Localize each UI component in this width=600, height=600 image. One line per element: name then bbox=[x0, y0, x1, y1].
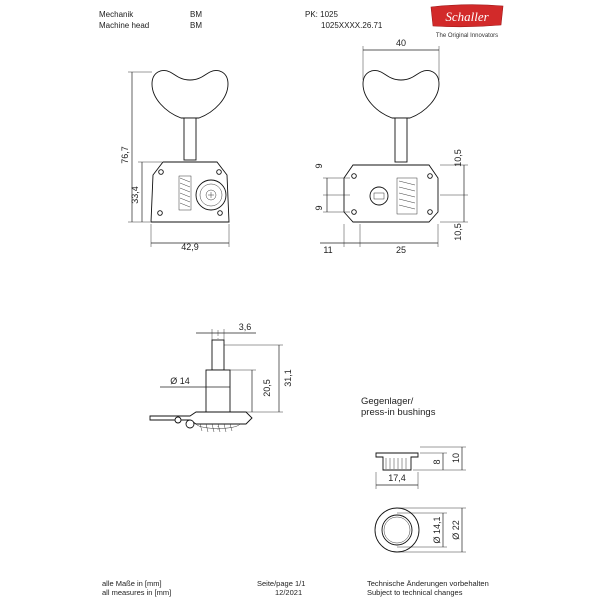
logo-tagline: The Original Innovators bbox=[435, 33, 499, 39]
front-view bbox=[120, 71, 229, 253]
housing-plate-rear bbox=[344, 165, 438, 222]
footer-date: 12/2021 bbox=[275, 588, 303, 597]
dim-rear-left-bottom: 9 bbox=[314, 205, 324, 211]
dim-front-width: 42,9 bbox=[181, 242, 199, 252]
label-machine-head: Machine head bbox=[99, 21, 150, 30]
footer-changes-en: Subject to technical changes bbox=[367, 588, 463, 597]
dim-rear-left-top: 9 bbox=[314, 163, 324, 169]
dim-front-height-plate: 33,4 bbox=[130, 186, 140, 204]
footer-page: Seite/page 1/1 bbox=[257, 579, 306, 588]
dim-post-width: 3,6 bbox=[238, 322, 252, 332]
screw-hole bbox=[217, 170, 222, 175]
dim-post-diameter: Ø 14 bbox=[170, 376, 190, 386]
screw-hole bbox=[428, 174, 433, 179]
screw-hole bbox=[159, 170, 164, 175]
dim-rear-right-bottom: 10,5 bbox=[453, 223, 463, 241]
bushings-title-de: Gegenlager/ bbox=[361, 396, 414, 407]
dim-rear-width: 40 bbox=[395, 38, 407, 48]
bushing-inner bbox=[382, 515, 412, 545]
tuner-key-rear bbox=[363, 71, 439, 119]
tuner-shaft-front bbox=[184, 118, 196, 160]
model-code-2: BM bbox=[190, 21, 202, 30]
footer-measures-de: alle Maße in [mm] bbox=[102, 579, 162, 588]
dim-bushing-d2: Ø 22 bbox=[451, 520, 461, 540]
dim-rear-h-left: 11 bbox=[323, 245, 333, 255]
article-number: 1025XXXX.26.71 bbox=[321, 21, 383, 30]
screw-hole bbox=[218, 211, 223, 216]
footer-changes-de: Technische Änderungen vorbehalten bbox=[367, 579, 489, 588]
string-post bbox=[212, 340, 224, 370]
dim-bushing-h2: 10 bbox=[451, 452, 461, 464]
screw-hole bbox=[428, 210, 433, 215]
dim-bushing-h1: 8 bbox=[432, 459, 442, 465]
post-bushing bbox=[206, 370, 230, 412]
logo-brand: Schaller bbox=[445, 9, 489, 24]
footer-measures-en: all measures in [mm] bbox=[102, 588, 172, 597]
dim-rear-right-top: 10,5 bbox=[453, 149, 463, 167]
tuner-key-front bbox=[152, 71, 228, 119]
base-plate-side bbox=[150, 412, 252, 424]
bushing-side bbox=[376, 453, 418, 470]
screw-hole bbox=[158, 211, 163, 216]
bushings-section bbox=[361, 396, 466, 552]
dim-bushing-width: 17,4 bbox=[388, 473, 406, 483]
key-stub-side bbox=[186, 420, 194, 428]
dim-rear-h-right: 25 bbox=[395, 245, 407, 255]
dim-side-height-1: 20,5 bbox=[262, 379, 272, 397]
screw-head-side bbox=[175, 417, 181, 423]
post-hole-rear bbox=[370, 187, 388, 205]
tuner-shaft-rear bbox=[395, 118, 407, 162]
pk-number: PK: 1025 bbox=[305, 10, 338, 19]
dim-side-height-2: 31,1 bbox=[283, 369, 293, 387]
label-mechanik: Mechanik bbox=[99, 10, 134, 19]
screw-hole bbox=[352, 210, 357, 215]
side-view bbox=[150, 322, 293, 432]
rear-view bbox=[314, 38, 468, 255]
model-code-1: BM bbox=[190, 10, 202, 19]
dim-bushing-d1: Ø 14,1 bbox=[432, 516, 442, 544]
screw-hole bbox=[352, 174, 357, 179]
bushings-title-en: press-in bushings bbox=[361, 407, 436, 418]
dim-front-height-total: 76,7 bbox=[120, 146, 130, 164]
